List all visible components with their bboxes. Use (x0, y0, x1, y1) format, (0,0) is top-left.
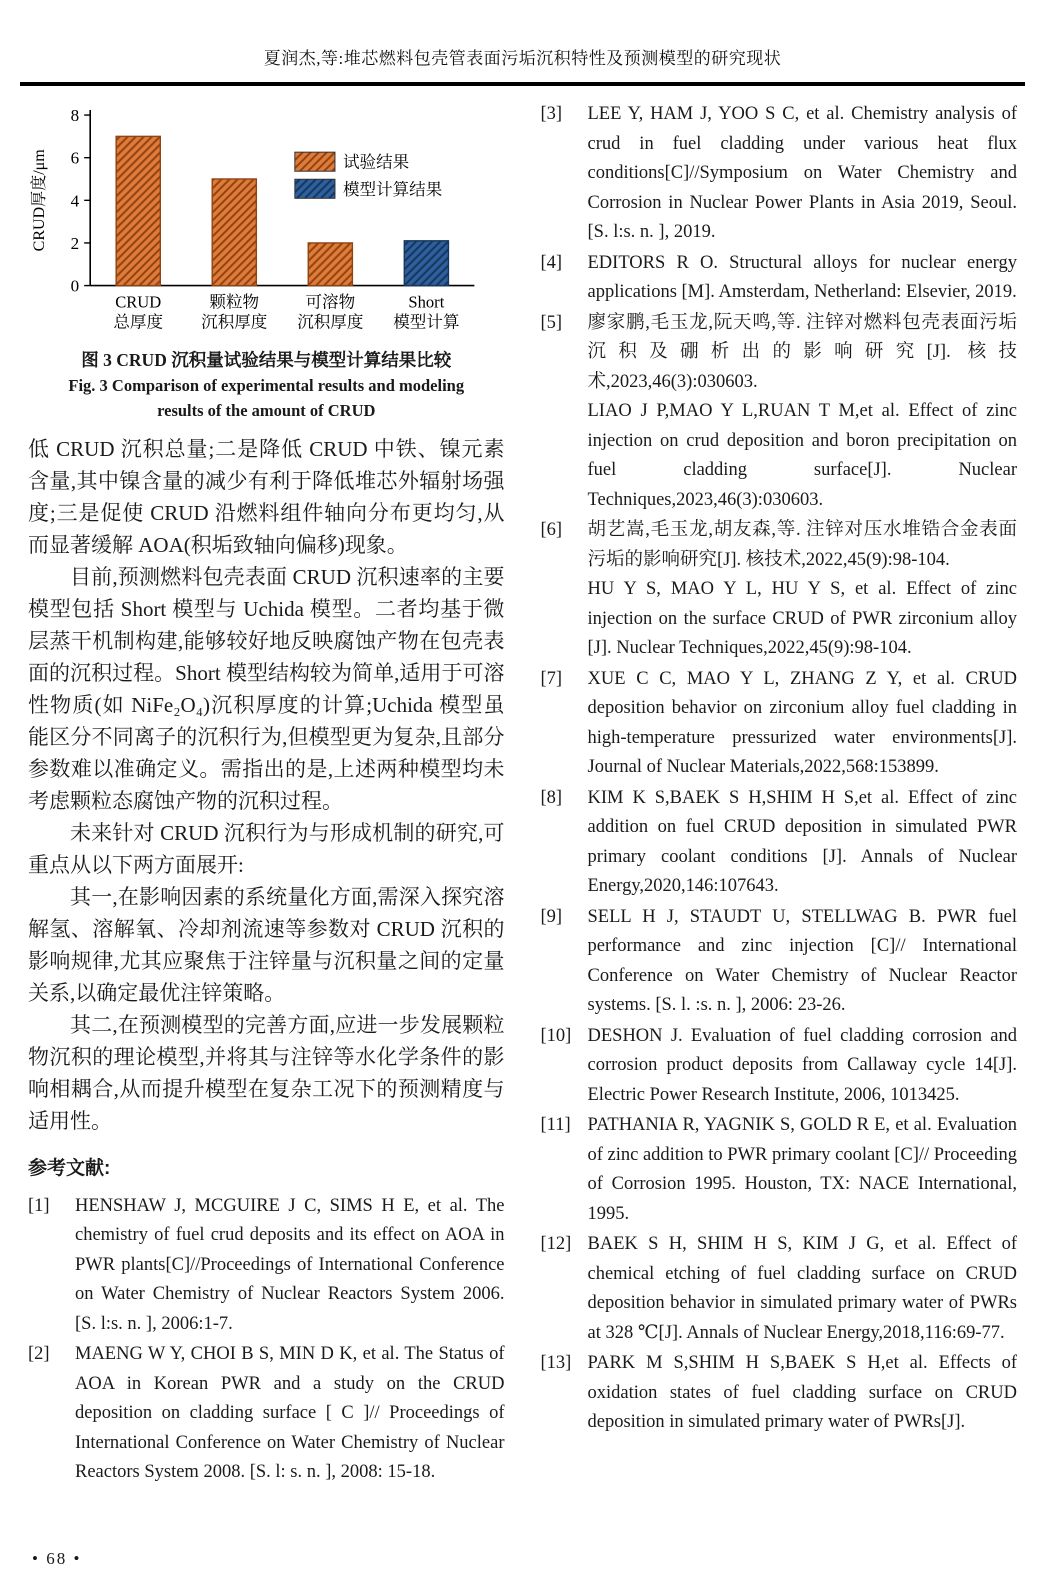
reference-number: [12] (540, 1234, 572, 1254)
reference-number: [4] (540, 252, 563, 273)
svg-text:试验结果: 试验结果 (342, 152, 410, 172)
svg-text:总厚度: 总厚度 (113, 312, 164, 332)
page-number: • 68 • (32, 1549, 82, 1568)
svg-text:Short: Short (408, 292, 445, 312)
reference-number: [2] (28, 1344, 50, 1365)
reference-number: [8] (540, 787, 563, 808)
paragraph: 目前,预测燃料包壳表面 CRUD 沉积速率的主要模型包括 Short 模型与 Uchida 模型。二者均基于微层蒸干机制构建,能够较好地反映腐蚀产物在包壳表面的沉积过程。Short 模型结构较为简单,适用于可溶性物质(如 NiFe₂O₄)沉积厚度的计算;Uchida 模型虽能区分不同离子的沉积行为,但模型更为复杂,且部分参数难以准确定义。需指出的是,上述两种模型均未考虑颗粒态腐蚀产物的沉积过程。 (28, 564, 505, 813)
reference-number: [3] (540, 104, 563, 124)
svg-text:4: 4 (70, 191, 80, 211)
reference-item (541, 1111, 1018, 1229)
running-title: 夏润杰,等:堆芯燃料包壳管表面污垢沉积特性及预测模型的研究现状 (263, 49, 782, 68)
svg-text:2: 2 (70, 233, 80, 253)
reference-text: LEE Y, HAM J, YOO S C, et al. Chemistry analysis of crud in fuel cladding under various heat flux conditions[C]//Symposium on Water Chemistry and Corrosion in Nuclear Power Plants in Asia 2019, Seoul. [S. l:s. n. ], 2019. (587, 104, 1017, 242)
reference-text: SELL H J, STAUDT U, STELLWAG B. PWR fuel performance and zinc injection [C]// International Conference on Water Chemistry of Nuclear Reactor systems. [S. l. :s. n. ], 2006: 23-26. (587, 906, 1017, 1015)
reference-item (28, 1340, 505, 1488)
figure-caption-en-line2: results of the amount of CRUD (157, 400, 376, 420)
svg-text:颗粒物: 颗粒物 (209, 292, 260, 312)
paragraph: 低 CRUD 沉积总量;二是降低 CRUD 中铁、镍元素含量,其中镍含量的减少有利于降低堆芯外辐射场强度;三是促使 CRUD 沿燃料组件轴向分布更均匀,从而显著缓解 AOA(积垢致轴向偏移)现象。 (28, 436, 505, 557)
svg-text:沉积厚度: 沉积厚度 (297, 312, 364, 332)
reference-item (541, 903, 1018, 1021)
reference-translation: LIAO J P,MAO Y L,RUAN T M,et al. Effect of zinc injection on crud deposition and boron precipitation on fuel cladding surface[J]. Nuclear Techniques,2023,46(3):030603. (587, 401, 1017, 510)
references-list-right (541, 100, 1018, 1438)
reference-item (28, 1192, 505, 1340)
reference-text: PATHANIA R, YAGNIK S, GOLD R E, et al. Evaluation of zinc addition to PWR primary coolant [C]// Proceeding of Corrosion 1995. Houston, TX: NACE International, 1995. (587, 1115, 1018, 1224)
reference-item (541, 309, 1018, 516)
body-text (28, 433, 505, 1137)
crud-bar-chart (28, 100, 505, 337)
figure-3 (28, 100, 505, 423)
reference-text: 胡艺嵩,毛玉龙,胡友森,等. 注锌对压水堆锆合金表面污垢的影响研究[J]. 核技术,2022,45(9):98-104. HU Y S, MAO Y L, HU Y S, et al. Effect of zinc injection on the surface CRUD of PWR zirconium alloy [J]. Nuclear Techniques,2022,45(9):98-104. (588, 516, 1018, 664)
reference-text: DESHON J. Evaluation of fuel cladding corrosion and corrosion product deposits from Callaway cycle 14[J]. Electric Power Research Institute, 2006, 1013425. (587, 1025, 1017, 1105)
reference-item (541, 100, 1018, 248)
reference-number: [1] (28, 1195, 50, 1216)
paragraph: 其一,在影响因素的系统量化方面,需深入探究溶解氢、溶解氧、冷却剂流速等参数对 CRUD 沉积的影响规律,尤其应聚焦于注锌量与沉积量之间的定量关系,以确定最优注锌策略。 (28, 884, 505, 1005)
reference-number: [9] (540, 906, 563, 927)
references-list-left (28, 1192, 505, 1488)
svg-text:CRUD厚度/μm: CRUD厚度/μm (31, 149, 49, 252)
reference-item (541, 1349, 1018, 1438)
reference-item (541, 784, 1018, 902)
figure-caption-zh: 图 3 CRUD 沉积量试验结果与模型计算结果比较 (81, 349, 452, 370)
reference-text: PARK M S,SHIM H S,BAEK S H,et al. Effects of oxidation states of fuel cladding surface on CRUD deposition in simulated primary water of PWRs[J]. (587, 1353, 1017, 1432)
reference-text: BAEK S H, SHIM H S, KIM J G, et al. Effect of chemical etching of fuel cladding surface on CRUD deposition behavior in simulated primary water of PWRs at 328 ℃[J]. Annals of Nuclear Energy,2018,116:69-77. (587, 1234, 1017, 1343)
reference-number: [6] (540, 520, 563, 540)
left-column (28, 100, 505, 1489)
svg-text:0: 0 (70, 276, 80, 296)
reference-item (541, 1022, 1018, 1111)
reference-item (541, 249, 1018, 308)
reference-number: [7] (540, 668, 563, 689)
reference-number: [11] (540, 1115, 571, 1135)
reference-item (541, 665, 1018, 783)
svg-text:6: 6 (70, 148, 80, 168)
reference-number: [13] (540, 1353, 572, 1373)
svg-text:沉积厚度: 沉积厚度 (201, 312, 268, 332)
right-column (541, 100, 1018, 1489)
svg-text:CRUD: CRUD (115, 292, 162, 312)
reference-text: HENSHAW J, MCGUIRE J C, SIMS H E, et al. The chemistry of fuel crud deposits and its effect on AOA in PWR plants[C]//Proceedings of International Conference on Water Chemistry of Nuclear Reactors System 2006. [S. l:s. n. ], 2006:1-7. (75, 1195, 505, 1334)
reference-translation: HU Y S, MAO Y L, HU Y S, et al. Effect of zinc injection on the surface CRUD of PWR zirconium alloy [J]. Nuclear Techniques,2022,45(9):98-104. (587, 579, 1017, 658)
svg-text:模型计算结果: 模型计算结果 (342, 179, 443, 199)
reference-item (541, 516, 1018, 664)
svg-text:模型计算: 模型计算 (393, 312, 460, 332)
reference-item (541, 1230, 1018, 1348)
running-header (0, 0, 1045, 86)
paragraph: 未来针对 CRUD 沉积行为与形成机制的研究,可重点从以下两方面展开: (28, 820, 505, 877)
svg-text:8: 8 (70, 106, 80, 126)
reference-text: 廖家鹏,毛玉龙,阮天鸣,等. 注锌对燃料包壳表面污垢沉积及硼析出的影响研究[J]. 核技术,2023,46(3):030603. LIAO J P,MAO Y L,RUAN T M,et al. Effect of zinc injection on crud deposition and boron precipitation on fuel cladding surface[J]. Nuclear Techniques,2023,46(3):030603. (588, 309, 1018, 516)
reference-text: MAENG W Y, CHOI B S, MIN D K, et al. The Status of AOA in Korean PWR and a study on the CRUD deposition on cladding surface [ C ]// Proceedings of International Conference on Water Chemistry of Nuclear Reactors System 2008. [S. l: s. n. ], 2008: 15-18. (75, 1344, 505, 1483)
reference-text: KIM K S,BAEK S H,SHIM H S,et al. Effect of zinc addition on fuel CRUD deposition in simulated PWR primary coolant conditions [J]. Annals of Nuclear Energy,2020,146:107643. (587, 787, 1017, 896)
two-column-layout (0, 86, 1045, 1489)
paragraph: 其二,在预测模型的完善方面,应进一步发展颗粒物沉积的理论模型,并将其与注锌等水化学条件的影响相耦合,从而提升模型在复杂工况下的预测精度与适用性。 (28, 1012, 505, 1133)
svg-text:可溶物: 可溶物 (305, 292, 356, 312)
figure-caption-en-line1: Fig. 3 Comparison of experimental results and modeling (68, 375, 465, 395)
figure-caption (28, 347, 505, 423)
reference-text: XUE C C, MAO Y L, ZHANG Z Y, et al. CRUD deposition behavior on zirconium alloy fuel cladding in high-temperature pressurized water environments[J]. Journal of Nuclear Materials,2022,568:153899. (587, 668, 1017, 777)
reference-number: [10] (540, 1025, 572, 1046)
reference-text: EDITORS R O. Structural alloys for nuclear energy applications [M]. Amsterdam, Netherland: Elsevier, 2019. (587, 252, 1017, 302)
references-heading: 参考文献: (28, 1157, 111, 1179)
reference-number: [5] (540, 312, 563, 333)
